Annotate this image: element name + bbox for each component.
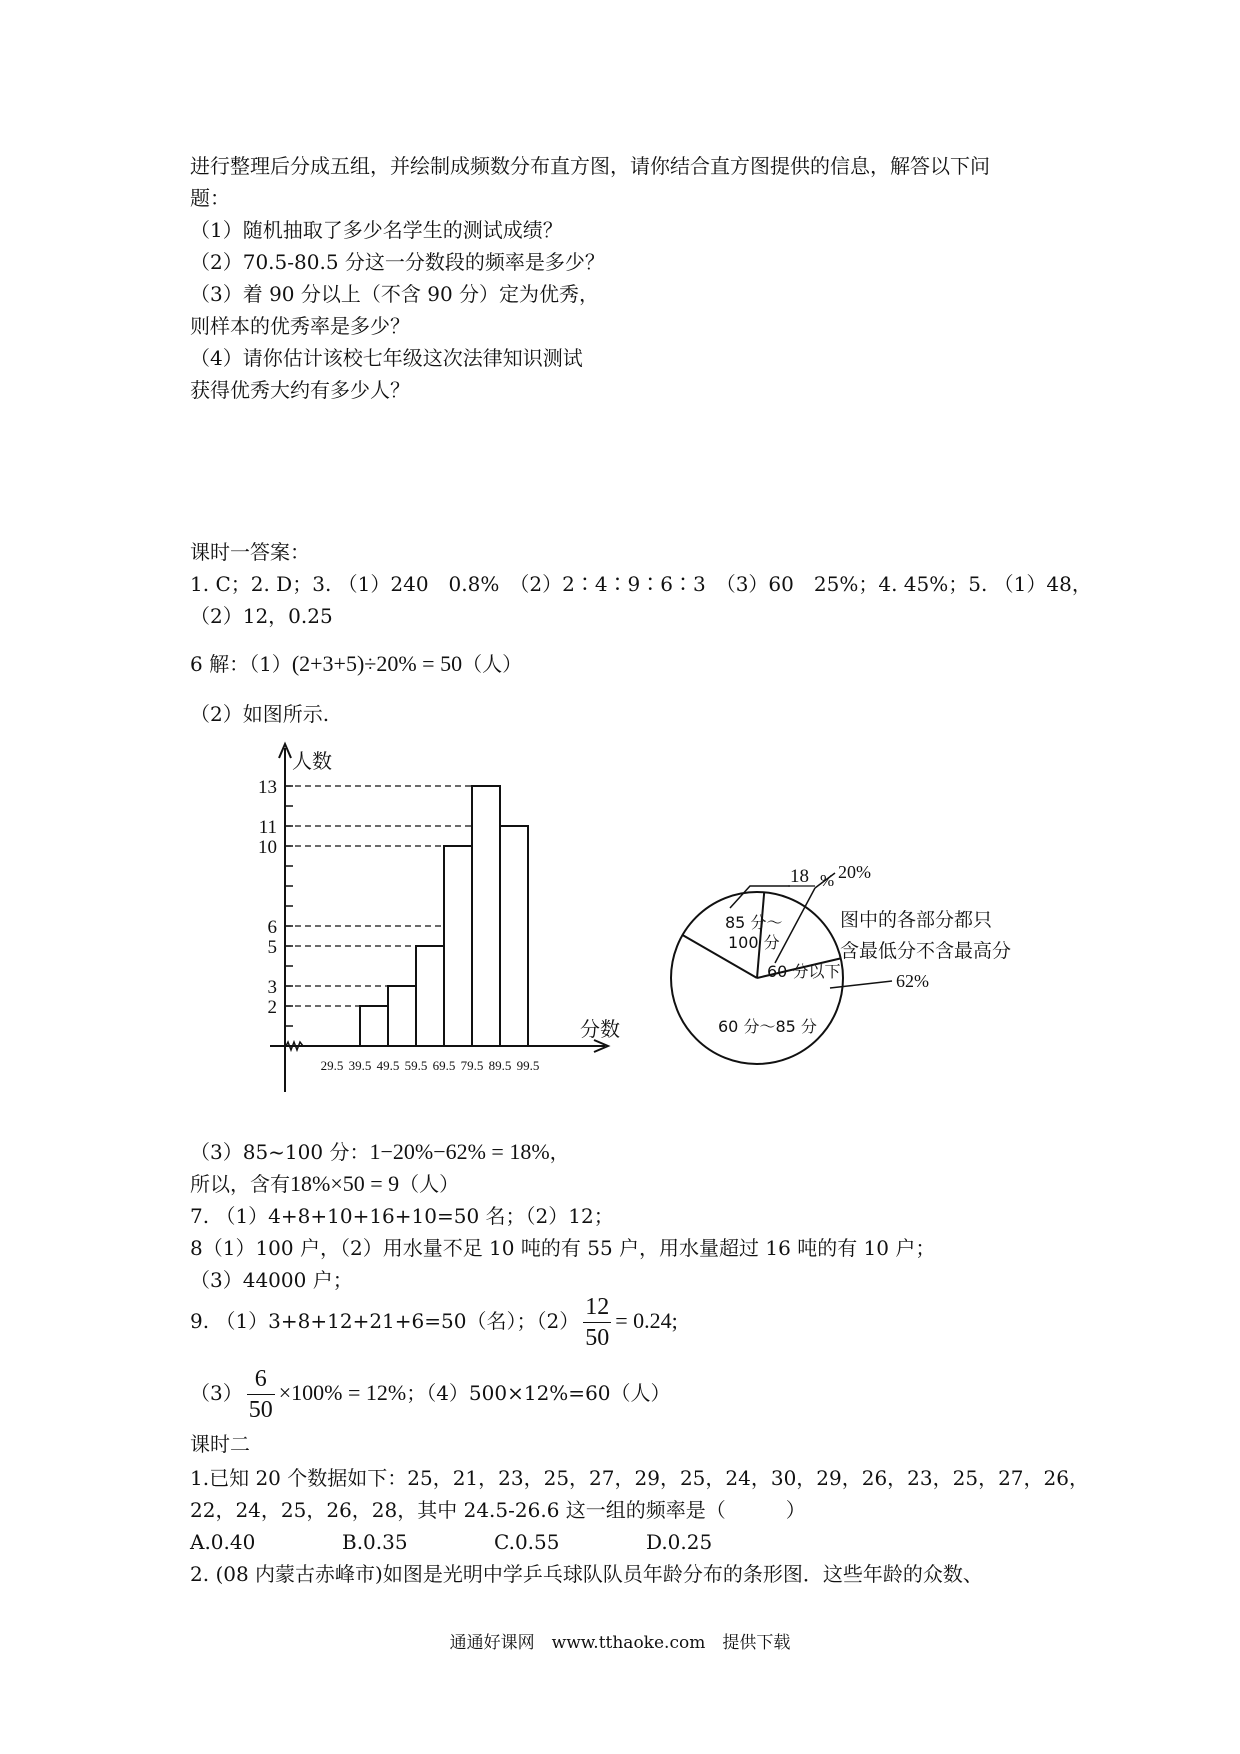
- answer-9-fraction: [583, 1292, 611, 1353]
- fraction-numerator: 12: [583, 1292, 611, 1323]
- pie-percent-sign: %: [820, 871, 835, 890]
- histogram-bar: [388, 986, 416, 1046]
- question-3-cont: 则样本的优秀率是多少？: [190, 314, 410, 338]
- y-tick-label: 3: [267, 977, 277, 998]
- answer-6-part-3-expression: 1−20%−62% = 18%: [369, 1139, 550, 1164]
- pie-slice-label: 100 分: [728, 933, 780, 952]
- score-pie-chart: [670, 848, 1090, 1078]
- histogram-bar: [472, 786, 500, 1046]
- problem-intro-1: 进行整理后分成五组，并绘制成频数分布直方图，请你结合直方图提供的信息，解答以下问: [190, 154, 990, 178]
- fraction-denominator: 50: [585, 1325, 610, 1351]
- answer-6-prefix: 6 解：（1）: [190, 652, 292, 676]
- question-4-cont: 获得优秀大约有多少人？: [190, 378, 410, 402]
- answer-6-part-3-prefix: （3）85~100 分：: [190, 1140, 370, 1164]
- option-b: B.0.35: [342, 1530, 408, 1554]
- answer-9b-expression: ×100% = 12%: [278, 1380, 407, 1405]
- answer-9: [190, 1286, 678, 1356]
- answers-line-1: 1. C；2. D；3. （1）240 0.8% （2）2∶4∶9∶6∶3 （3）60 25%；4. 45%；5. （1）48，: [190, 572, 1092, 596]
- question-3: （3）着 90 分以上（不含 90 分）定为优秀，: [190, 282, 600, 306]
- answer-6-unit: （人）: [462, 652, 523, 676]
- histogram-bar: [444, 846, 472, 1046]
- x-tick-label: 49.5: [376, 1058, 400, 1073]
- histogram-bar: [500, 826, 528, 1046]
- answer-6-part-3: [190, 1138, 570, 1166]
- answer-9-result: = 0.24;: [615, 1308, 678, 1333]
- pie-note-line-2: 含最低分不含最高分: [840, 940, 1012, 962]
- histogram-bar: [416, 946, 444, 1046]
- lesson-2-question-1: 1.已知 20 个数据如下：25，21，23，25，27，29，25，24，30，29，26，23，25，27，26，: [190, 1466, 1089, 1490]
- lesson-2-question-2: 2. (08 内蒙古赤峰市)如图是光明中学乒乓球队队员年龄分布的条形图．这些年龄的众数、: [190, 1562, 983, 1586]
- pie-slice-label: 60 分以下: [767, 962, 841, 981]
- answer-9-prefix: 9. （1）3+8+12+21+6=50（名）；（2）: [190, 1309, 580, 1333]
- answer-8: 8（1）100 户，（2）用水量不足 10 吨的有 55 户，用水量超过 16 吨的有 10 户；: [190, 1236, 936, 1260]
- y-tick-label: 13: [258, 777, 277, 798]
- x-tick-label: 29.5: [320, 1058, 344, 1073]
- answer-6-part-3b-expression: 18%×50 = 9: [290, 1171, 400, 1196]
- y-tick-label: 5: [267, 937, 277, 958]
- question-4: （4）请你估计该校七年级这次法律知识测试: [190, 346, 583, 370]
- x-axis-label: 分数: [580, 1017, 620, 1041]
- pie-value-label: 62%: [896, 971, 929, 991]
- y-tick-label: 11: [258, 817, 277, 838]
- answer-6-part-3-suffix: ，: [549, 1140, 570, 1164]
- pie-value-label: 20%: [838, 862, 871, 882]
- lesson-2-heading: 课时二: [190, 1432, 250, 1456]
- answer-9b-fraction: [247, 1364, 275, 1425]
- pie-value-label: 18: [790, 866, 809, 887]
- x-tick-label: 89.5: [488, 1058, 512, 1073]
- answer-6-part-3b-prefix: 所以，含有: [190, 1172, 290, 1196]
- fraction-numerator: 6: [247, 1364, 275, 1395]
- histogram-bar: [360, 1006, 388, 1046]
- x-tick-label: 39.5: [348, 1058, 372, 1073]
- answer-9b-prefix: （3）: [190, 1381, 243, 1405]
- x-tick-label: 99.5: [516, 1058, 540, 1073]
- answer-9b-suffix: ；（4）500×12%=60（人）: [406, 1381, 671, 1405]
- problem-intro-2: 题：: [190, 186, 230, 210]
- lesson-2-question-1-cont: 22，24，25，26，28，其中 24.5-26.6 这一组的频率是（ ）: [190, 1498, 806, 1522]
- y-axis-label: 人数: [292, 749, 332, 773]
- answer-6-part-3b: [190, 1170, 459, 1198]
- lesson-2-options: [190, 1528, 798, 1556]
- answer-9b: [190, 1358, 671, 1428]
- frequency-histogram: [250, 738, 650, 1098]
- page-footer: 通通好课网 www.tthaoke.com 提供下载: [449, 1633, 791, 1653]
- y-tick-label: 10: [258, 837, 277, 858]
- answer-6-expression: (2+3+5)÷20% = 50: [291, 651, 463, 676]
- answers-line-2: （2）12，0.25: [190, 604, 333, 628]
- answer-7: 7. （1）4+8+10+16+10=50 名；（2）12；: [190, 1204, 614, 1228]
- option-a: A.0.40: [190, 1530, 256, 1554]
- pie-slice-label: 85 分～: [725, 913, 783, 932]
- pie-slice-label: 60 分～85 分: [718, 1017, 817, 1036]
- fraction-denominator: 50: [248, 1397, 273, 1423]
- x-tick-label: 69.5: [432, 1058, 456, 1073]
- answers-heading: 课时一答案：: [190, 540, 310, 564]
- pie-note-line-1: 图中的各部分都只: [840, 909, 993, 931]
- question-2: （2）70.5-80.5 分这一分数段的频率是多少？: [190, 250, 605, 274]
- answer-6-part-2: （2）如图所示.: [190, 702, 330, 726]
- y-tick-label: 2: [267, 997, 277, 1018]
- y-tick-label: 6: [267, 917, 277, 938]
- x-tick-label: 59.5: [404, 1058, 428, 1073]
- question-1: （1）随机抽取了多少名学生的测试成绩？: [190, 218, 563, 242]
- answer-6-part-1: [190, 650, 522, 678]
- answer-8-cont: （3）44000 户；: [190, 1268, 353, 1292]
- option-c: C.0.55: [494, 1530, 560, 1554]
- x-tick-label: 79.5: [460, 1058, 484, 1073]
- answer-6-part-3b-suffix: （人）: [399, 1172, 460, 1196]
- option-d: D.0.25: [646, 1530, 713, 1554]
